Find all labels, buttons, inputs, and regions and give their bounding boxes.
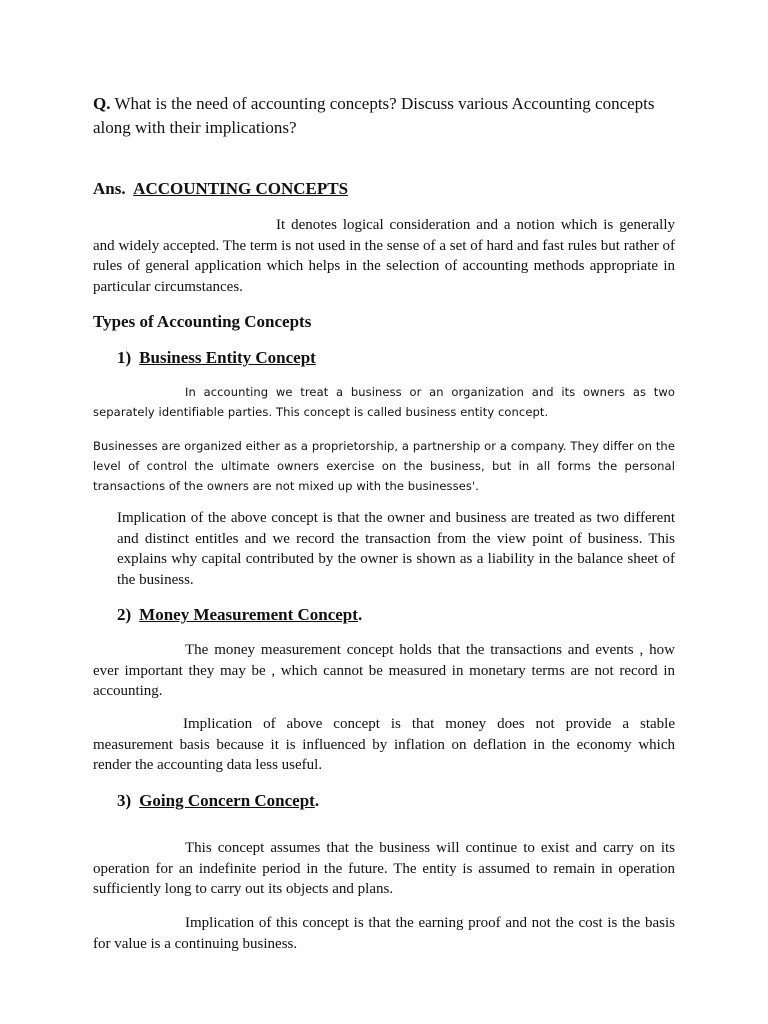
section-3-suffix: .	[314, 791, 320, 810]
section-1-para-2: Businesses are organized either as a proprietorship, a partnership or a company. They differ on the level of control the ultimate owners exercise on the business, but in all forms the personal transactions of the owners are not mixed up with the businesses'.	[93, 439, 675, 493]
section-3-heading	[117, 791, 699, 811]
section-1-title: Business Entity Concept	[139, 348, 316, 367]
section-2-suffix: .	[357, 605, 363, 624]
section-2-heading	[117, 605, 699, 625]
section-1-heading	[117, 348, 699, 368]
answer-label: Ans.	[93, 179, 126, 198]
types-heading: Types of Accounting Concepts	[93, 312, 312, 331]
answer-heading	[93, 179, 675, 199]
section-2-para-1: The money measurement concept holds that the transactions and events , how ever important they may be , which cannot be measured in monetary terms are not record in accounting.	[93, 642, 675, 699]
question-label: Q.	[93, 94, 111, 113]
accounting-concepts-title: ACCOUNTING CONCEPTS	[133, 179, 349, 198]
intro-paragraph: It denotes logical consideration and a notion which is generally and widely accepted. The term is not used in the sense of a set of hard and fast rules but rather of rules of general application which helps in the selection of accounting methods appropriate in particular circumstances.	[93, 217, 675, 295]
section-3-implication: Implication of this concept is that the earning proof and not the cost is the basis for value is a continuing business.	[93, 915, 675, 952]
section-3-title: Going Concern Concept	[139, 791, 315, 810]
section-3-para-1: This concept assumes that the business will continue to exist and carry on its operation for an indefinite period in the future. The entity is assumed to remain in operation sufficiently long to carry out its objects and plans.	[93, 840, 675, 897]
section-1-implication: Implication of the above concept is that the owner and business are treated as two different and distinct entitles and we record the transaction from the view point of business. This explains why capital contributed by the owner is shown as a liability in the balance sheet of the business.	[117, 510, 675, 588]
section-1-para-1: In accounting we treat a business or an organization and its owners as two separately identifiable parties. This concept is called business entity concept.	[93, 385, 675, 419]
section-2-title: Money Measurement Concept	[139, 605, 358, 624]
section-1-number: 1)	[117, 348, 132, 367]
section-3-number: 3)	[117, 791, 132, 810]
section-2-implication: Implication of above concept is that money does not provide a stable measurement basis because it is influenced by inflation on deflation in the economy which render the accounting data less useful.	[93, 716, 675, 773]
section-2-number: 2)	[117, 605, 132, 624]
question	[93, 92, 675, 139]
question-text: What is the need of accounting concepts? Discuss various Accounting concepts along with their implications?	[93, 94, 655, 137]
